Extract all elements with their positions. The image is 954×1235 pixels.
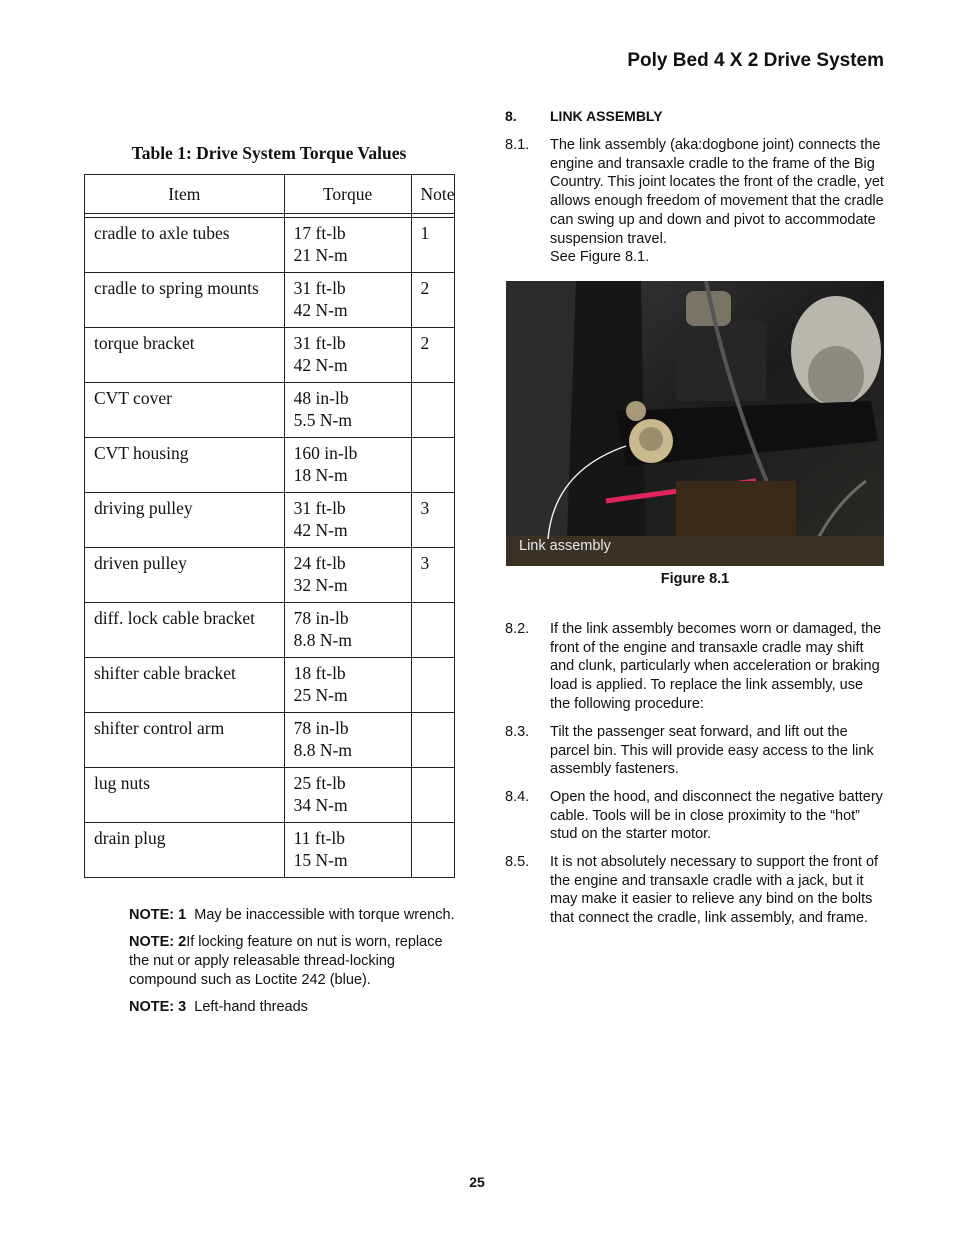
figure-caption: Figure 8.1 bbox=[660, 571, 730, 587]
table-row bbox=[85, 603, 455, 658]
cell-item: torque bracket bbox=[85, 328, 285, 383]
cell-item: shifter cable bracket bbox=[85, 658, 285, 713]
cell-torque bbox=[284, 218, 411, 273]
torque-metric: 21 N-m bbox=[293, 245, 348, 265]
table-caption: Table 1: Drive System Torque Values bbox=[131, 143, 407, 163]
cell-torque bbox=[284, 493, 411, 548]
torque-imperial: 24 ft-lb bbox=[293, 553, 346, 573]
cell-item: shifter control arm bbox=[85, 713, 285, 768]
note-1: NOTE: 1 May be inaccessible with torque wrench. bbox=[129, 907, 455, 923]
cell-torque bbox=[284, 603, 411, 658]
torque-imperial: 31 ft-lb bbox=[293, 278, 346, 298]
cell-note: 2 bbox=[411, 328, 454, 383]
table-row bbox=[85, 713, 455, 768]
torque-imperial: 160 in-lb bbox=[293, 443, 358, 463]
cell-note: 1 bbox=[411, 218, 454, 273]
cell-torque bbox=[284, 658, 411, 713]
cell-note bbox=[411, 603, 454, 658]
cell-item: CVT cover bbox=[85, 383, 285, 438]
cell-item: driven pulley bbox=[85, 548, 285, 603]
cell-item: cradle to spring mounts bbox=[85, 273, 285, 328]
cell-note: 3 bbox=[411, 493, 454, 548]
cell-torque bbox=[284, 713, 411, 768]
cell-torque bbox=[284, 383, 411, 438]
torque-imperial: 18 ft-lb bbox=[293, 663, 346, 683]
cell-note: 2 bbox=[411, 273, 454, 328]
cell-note bbox=[411, 823, 454, 878]
table-row bbox=[85, 383, 455, 438]
torque-metric: 8.8 N-m bbox=[293, 740, 352, 760]
table-notes bbox=[129, 906, 464, 1025]
torque-metric: 8.8 N-m bbox=[293, 630, 352, 650]
table-row bbox=[85, 273, 455, 328]
cell-torque bbox=[284, 438, 411, 493]
cell-note bbox=[411, 658, 454, 713]
cell-item: drain plug bbox=[85, 823, 285, 878]
torque-metric: 32 N-m bbox=[293, 575, 348, 595]
cell-note bbox=[411, 438, 454, 493]
torque-table bbox=[84, 174, 455, 878]
note-3: NOTE: 3 Left-hand threads bbox=[129, 999, 308, 1015]
section-heading: 8. LINK ASSEMBLY bbox=[505, 108, 663, 124]
cell-item: lug nuts bbox=[85, 768, 285, 823]
torque-metric: 15 N-m bbox=[293, 850, 348, 870]
table-row bbox=[85, 768, 455, 823]
torque-metric: 18 N-m bbox=[293, 465, 348, 485]
torque-imperial: 78 in-lb bbox=[293, 718, 349, 738]
torque-metric: 25 N-m bbox=[293, 685, 348, 705]
page-number: 25 bbox=[469, 1174, 485, 1190]
column-header-item: Item bbox=[85, 175, 285, 214]
cell-item: driving pulley bbox=[85, 493, 285, 548]
torque-imperial: 78 in-lb bbox=[293, 608, 349, 628]
link-assembly-photo bbox=[506, 281, 884, 566]
cell-note bbox=[411, 383, 454, 438]
table-row bbox=[85, 438, 455, 493]
cell-note: 3 bbox=[411, 548, 454, 603]
torque-imperial: 31 ft-lb bbox=[293, 498, 346, 518]
cell-note bbox=[411, 713, 454, 768]
torque-metric: 34 N-m bbox=[293, 795, 348, 815]
table-header-row bbox=[85, 175, 455, 214]
note-2: NOTE: 2If locking feature on nut is worn, replace the nut or apply releasable thread-locking compound such as Loctite 242 (blue). bbox=[129, 934, 443, 988]
cell-torque bbox=[284, 328, 411, 383]
torque-metric: 42 N-m bbox=[293, 355, 348, 375]
paragraph-8-3: 8.3. Tilt the passenger seat forward, and lift out the parcel bin. This will provide easy access to the link assembly fasteners. bbox=[505, 724, 874, 778]
table-row bbox=[85, 328, 455, 383]
table-row bbox=[85, 658, 455, 713]
cell-torque bbox=[284, 273, 411, 328]
cell-item: diff. lock cable bracket bbox=[85, 603, 285, 658]
paragraph-8-2: 8.2. If the link assembly becomes worn or damaged, the front of the engine and transaxle cradle may shift and clunk, particularly when acceleration or braking load is applied. To replace the link assembly, use the following procedure: bbox=[505, 621, 882, 712]
column-header-torque: Torque bbox=[284, 175, 411, 214]
cell-item: cradle to axle tubes bbox=[85, 218, 285, 273]
table-row bbox=[85, 548, 455, 603]
table-row bbox=[85, 493, 455, 548]
cell-torque bbox=[284, 768, 411, 823]
torque-imperial: 17 ft-lb bbox=[293, 223, 346, 243]
torque-imperial: 48 in-lb bbox=[293, 388, 349, 408]
table-row bbox=[85, 823, 455, 878]
paragraph-8-4: 8.4. Open the hood, and disconnect the negative battery cable. Tools will be in close proximity to the “hot” stud on the starter motor. bbox=[505, 789, 883, 843]
torque-metric: 42 N-m bbox=[293, 300, 348, 320]
cell-note bbox=[411, 768, 454, 823]
table-row bbox=[85, 218, 455, 273]
torque-imperial: 31 ft-lb bbox=[293, 333, 346, 353]
photo-callout-label: Link assembly bbox=[519, 538, 611, 554]
torque-imperial: 25 ft-lb bbox=[293, 773, 346, 793]
paragraph-8-1: 8.1. The link assembly (aka:dogbone joint) connects the engine and transaxle cradle to the frame of the Big Country. This joint locates the front of the cradle, yet allows enough freedom of movement that the cradle can swing up and down and pivot to accommodate suspension travel. See Figure 8.1. bbox=[505, 137, 884, 266]
torque-metric: 5.5 N-m bbox=[293, 410, 352, 430]
cell-item: CVT housing bbox=[85, 438, 285, 493]
page-header-title: Poly Bed 4 X 2 Drive System bbox=[627, 50, 884, 71]
cell-torque bbox=[284, 548, 411, 603]
cell-torque bbox=[284, 823, 411, 878]
paragraph-8-5: 8.5. It is not absolutely necessary to support the front of the engine and transaxle cradle with a jack, but it may make it easier to relieve any bind on the bolts that connect the cradle, link assembly, and frame. bbox=[505, 854, 879, 927]
torque-imperial: 11 ft-lb bbox=[293, 828, 346, 848]
torque-metric: 42 N-m bbox=[293, 520, 348, 540]
column-header-note: Note bbox=[411, 175, 454, 214]
